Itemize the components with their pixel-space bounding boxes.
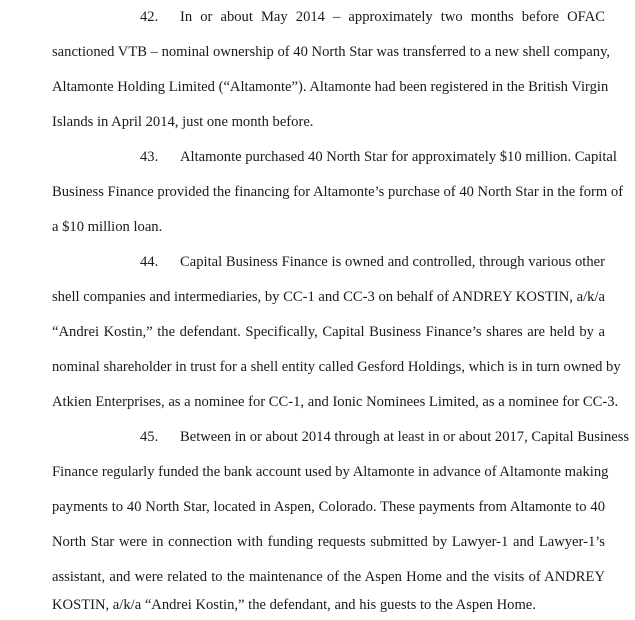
paragraph-line: Finance regularly funded the bank account used by Altamonte in advance of Altamonte making [52, 464, 609, 480]
paragraph-text: Between in or about 2014 through at least in or about 2017, Capital Business [180, 429, 630, 445]
paragraph-line: Business Finance provided the financing for Altamonte’s purchase of 40 North Star in the form of [52, 184, 624, 200]
paragraph-number: 42. [140, 9, 159, 25]
paragraph-line: a $10 million loan. [52, 219, 163, 235]
paragraph-text: Altamonte purchased 40 North Star for approximately $10 million. Capital [180, 149, 617, 165]
paragraph-42-first-line [140, 7, 605, 27]
paragraph-number: 45. [140, 429, 159, 445]
paragraph-line: shell companies and intermediaries, by CC-1 and CC-3 on behalf of ANDREY KOSTIN, a/k/a [52, 289, 605, 305]
paragraph-line: payments to 40 North Star, located in Aspen, Colorado. These payments from Altamonte to 40 [52, 499, 605, 515]
paragraph-line: sanctioned VTB – nominal ownership of 40 North Star was transferred to a new shell company, [52, 44, 611, 60]
paragraph-line: nominal shareholder in trust for a shell entity called Gesford Holdings, which is in turn owned by [52, 359, 621, 375]
paragraph-line: Altamonte Holding Limited (“Altamonte”). Altamonte had been registered in the British Virgin [52, 79, 609, 95]
paragraph-line: “Andrei Kostin,” the defendant. Specifically, Capital Business Finance’s shares are held by a [52, 324, 605, 340]
paragraph-45-first-line [140, 427, 630, 447]
paragraph-line: North Star were in connection with funding requests submitted by Lawyer-1 and Lawyer-1’s [52, 534, 605, 550]
paragraph-line: assistant, and were related to the maintenance of the Aspen Home and the visits of ANDREY [52, 569, 605, 585]
paragraph-number: 44. [140, 254, 159, 270]
paragraph-43-first-line [140, 147, 617, 167]
paragraph-text: Capital Business Finance is owned and controlled, through various other [180, 254, 605, 270]
paragraph-line: Atkien Enterprises, as a nominee for CC-1, and Ionic Nominees Limited, as a nominee for CC-3. [52, 394, 619, 410]
paragraph-44-first-line [140, 252, 605, 272]
paragraph-line: KOSTIN, a/k/a “Andrei Kostin,” the defendant, and his guests to the Aspen Home. [52, 597, 536, 613]
paragraph-text: In or about May 2014 – approximately two months before OFAC [180, 9, 605, 25]
paragraph-number: 43. [140, 149, 159, 165]
paragraph-line: Islands in April 2014, just one month before. [52, 114, 314, 130]
